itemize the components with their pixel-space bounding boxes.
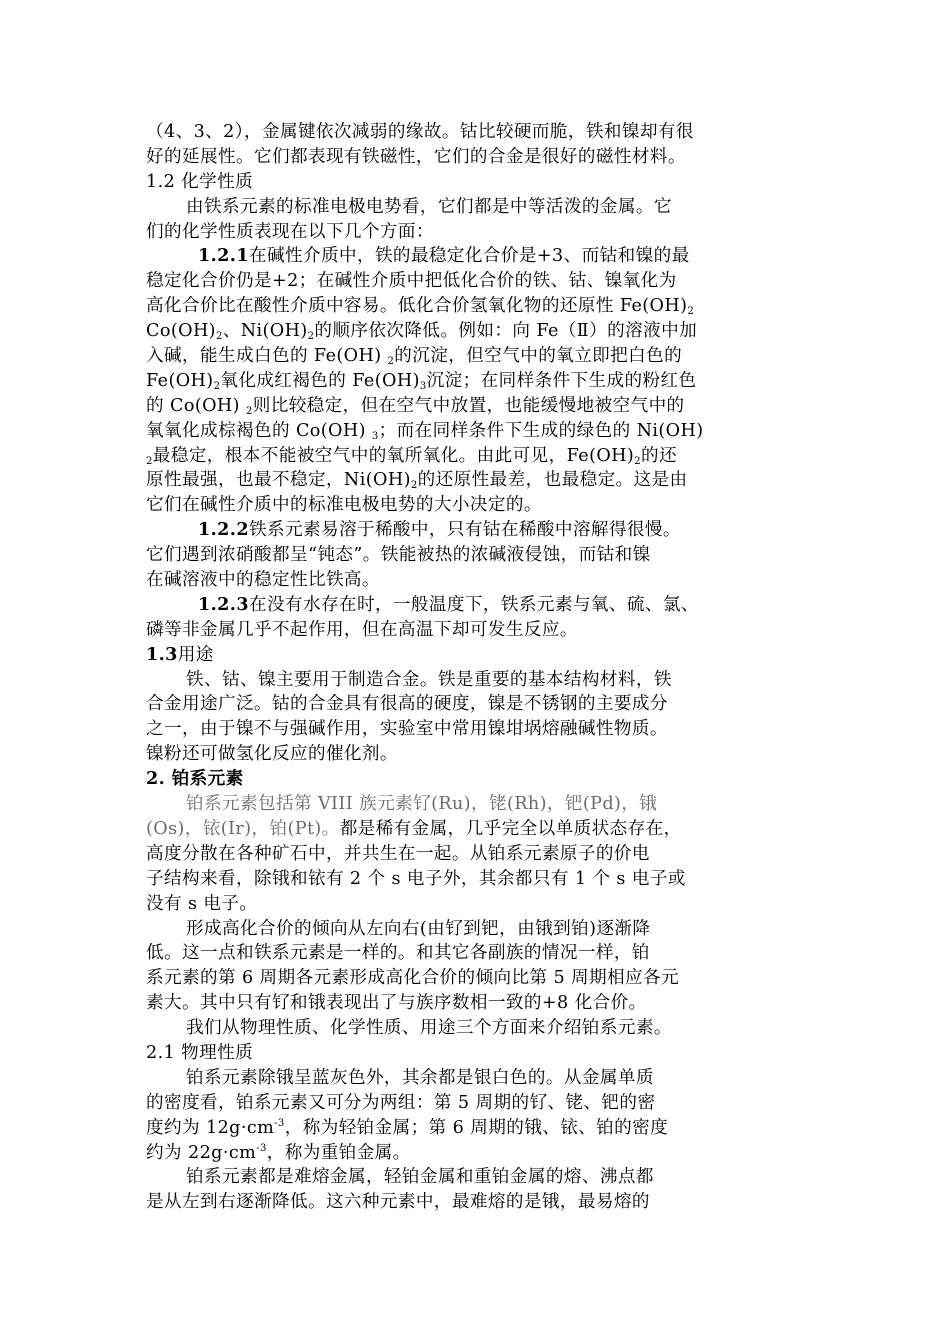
text-line: 的 Co(OH) $_2$则比较稳定，但在空气中放置，也能缓慢地被空气中的 [146,395,685,417]
text-line: 铂系元素都是难熔金属，轻铂金属和重铂金属的熔、沸点都 [186,1167,654,1188]
text-line: 我们从物理性质、化学性质、用途三个方面来介绍铂系元素。 [186,1018,672,1039]
text-line: 们的化学性质表现在以下几个方面： [146,221,434,242]
text-line: (Os)，铱(Ir)，铂(Pt)。都是稀有金属，几乎完全以单质状态存在， [146,818,682,839]
text-line: 高度分散在各种矿石中，并共生在一起。从铂系元素原子的价电 [146,843,650,864]
text-line: 的密度看，铂系元素又可分为两组：第 5 周期的钌、铑、钯的密 [146,1092,656,1113]
text-line: 它们在碱性介质中的标准电极电势的大小决定的。 [146,495,542,516]
text-line: 低。这一点和铁系元素是一样的。和其它各副族的情况一样，铂 [146,943,650,964]
subsection-1-2-3-line: 1.2.3在没有水存在时，一般温度下，铁系元素与氧、硫、氯、 [198,593,699,615]
subsection-number: 1.2.3 [198,593,249,615]
subsection-1-2-1-line: 1.2.1在碱性介质中，铁的最稳定化合价是+3、而钴和镍的最 [198,245,690,267]
text-line: 是从左到右逐渐降低。这六种元素中，最难熔的是锇，最易熔的 [146,1192,650,1213]
text-line: 好的延展性。它们都表现有铁磁性，它们的合金是很好的磁性材料。 [146,146,686,167]
text-line: 由铁系元素的标准电极电势看，它们都是中等活泼的金属。它 [186,196,672,217]
document-page [146,120,810,1215]
subsection-1-2-2-line: 1.2.2铁系元素易溶于稀酸中，只有钴在稀酸中溶解得很慢。 [198,519,681,541]
text-line: 形成高化合价的倾向从左向右(由钌到钯，由锇到铂)逐渐降 [186,918,651,939]
subsection-number: 1.2.1 [198,245,249,267]
subsection-number: 1.2.2 [198,519,249,541]
text-line: 在碱溶液中的稳定性比铁高。 [146,570,380,591]
text-line: 约为 $22g\cdot cm^{-3}$，称为重铂金属。 [146,1142,411,1163]
text-line: 它们遇到浓硝酸都呈“钝态”。铁能被热的浓碱液侵蚀，而钴和镍 [146,545,651,566]
text-line: 铁、钴、镍主要用于制造合金。铁是重要的基本结构材料，铁 [186,669,672,690]
text-line: 子结构来看，除锇和铱有 2 个 s 电子外，其余都只有 1 个 s 电子或 [146,868,686,889]
text-line: 度约为 $12g\cdot cm^{-3}$，称为轻铂金属；第 6 周期的锇、铱、铂的密度 [146,1117,669,1138]
text-line: 入碱，能生成白色的 Fe(OH) $_2$的沉淀，但空气中的氧立即把白色的 [146,346,683,368]
text-line: （4、3、2），金属键依次减弱的缘故。钴比较硬而脆，铁和镍却有很 [146,122,694,142]
text-line: 系元素的第 6 周期各元素形成高化合价的倾向比第 5 周期相应各元 [146,968,679,989]
text-line: 素大。其中只有钌和锇表现出了与族序数相一致的+8 化合价。 [146,993,647,1014]
section-heading-1-3: 1.3用途 [146,643,214,665]
text-line: $Fe(OH)_2$氧化成红褐色的 $Fe(OH)_3$沉淀；在同样条件下生成的粉红色 [146,370,697,392]
text-line: $Co(OH)_2$、$Ni(OH)_2$的顺序依次降低。例如：向 Fe（Ⅱ）的溶液中加 [146,321,698,343]
text-line: 镍粉还可做氢化反应的催化剂。 [146,744,398,765]
section-heading-1-2: 1.2 化学性质 [146,171,254,192]
text-line: 氧氧化成棕褐色的 Co(OH) $_3$；而在同样条件下生成的绿色的 Ni(OH) [146,420,704,442]
text-line: 铂系元素除锇呈蓝灰色外，其余都是银白色的。从金属单质 [186,1067,654,1088]
text-line: 高化合价比在酸性介质中容易。低化合价氢氧化物的还原性 $Fe(OH)_2$ [146,296,695,318]
text-line: 铂系元素包括第 VIII 族元素钌(Ru)，铑(Rh)，钯(Pd)，锇 [186,794,658,815]
section-heading-2: 2. 铂系元素 [146,768,244,790]
text-line: 合金用途广泛。钴的合金具有很高的硬度，镍是不锈钢的主要成分 [146,694,668,715]
section-heading-2-1: 2.1 物理性质 [146,1042,254,1063]
text-line: 没有 s 电子。 [146,893,258,914]
text-line: 之一，由于镍不与强碱作用，实验室中常用镍坩埚熔融碱性物质。 [146,719,668,740]
text-line: 稳定化合价仍是+2；在碱性介质中把低化合价的铁、钴、镍氧化为 [146,271,677,292]
text-line: 磷等非金属几乎不起作用，但在高温下却可发生反应。 [146,619,578,640]
text-line: $_2$最稳定，根本不能被空气中的氧所氧化。由此可见，$Fe(OH)_2$的还 [146,445,677,467]
text-line: 原性最强，也最不稳定，$Ni(OH)_2$的还原性最差，也最稳定。这是由 [146,470,688,492]
